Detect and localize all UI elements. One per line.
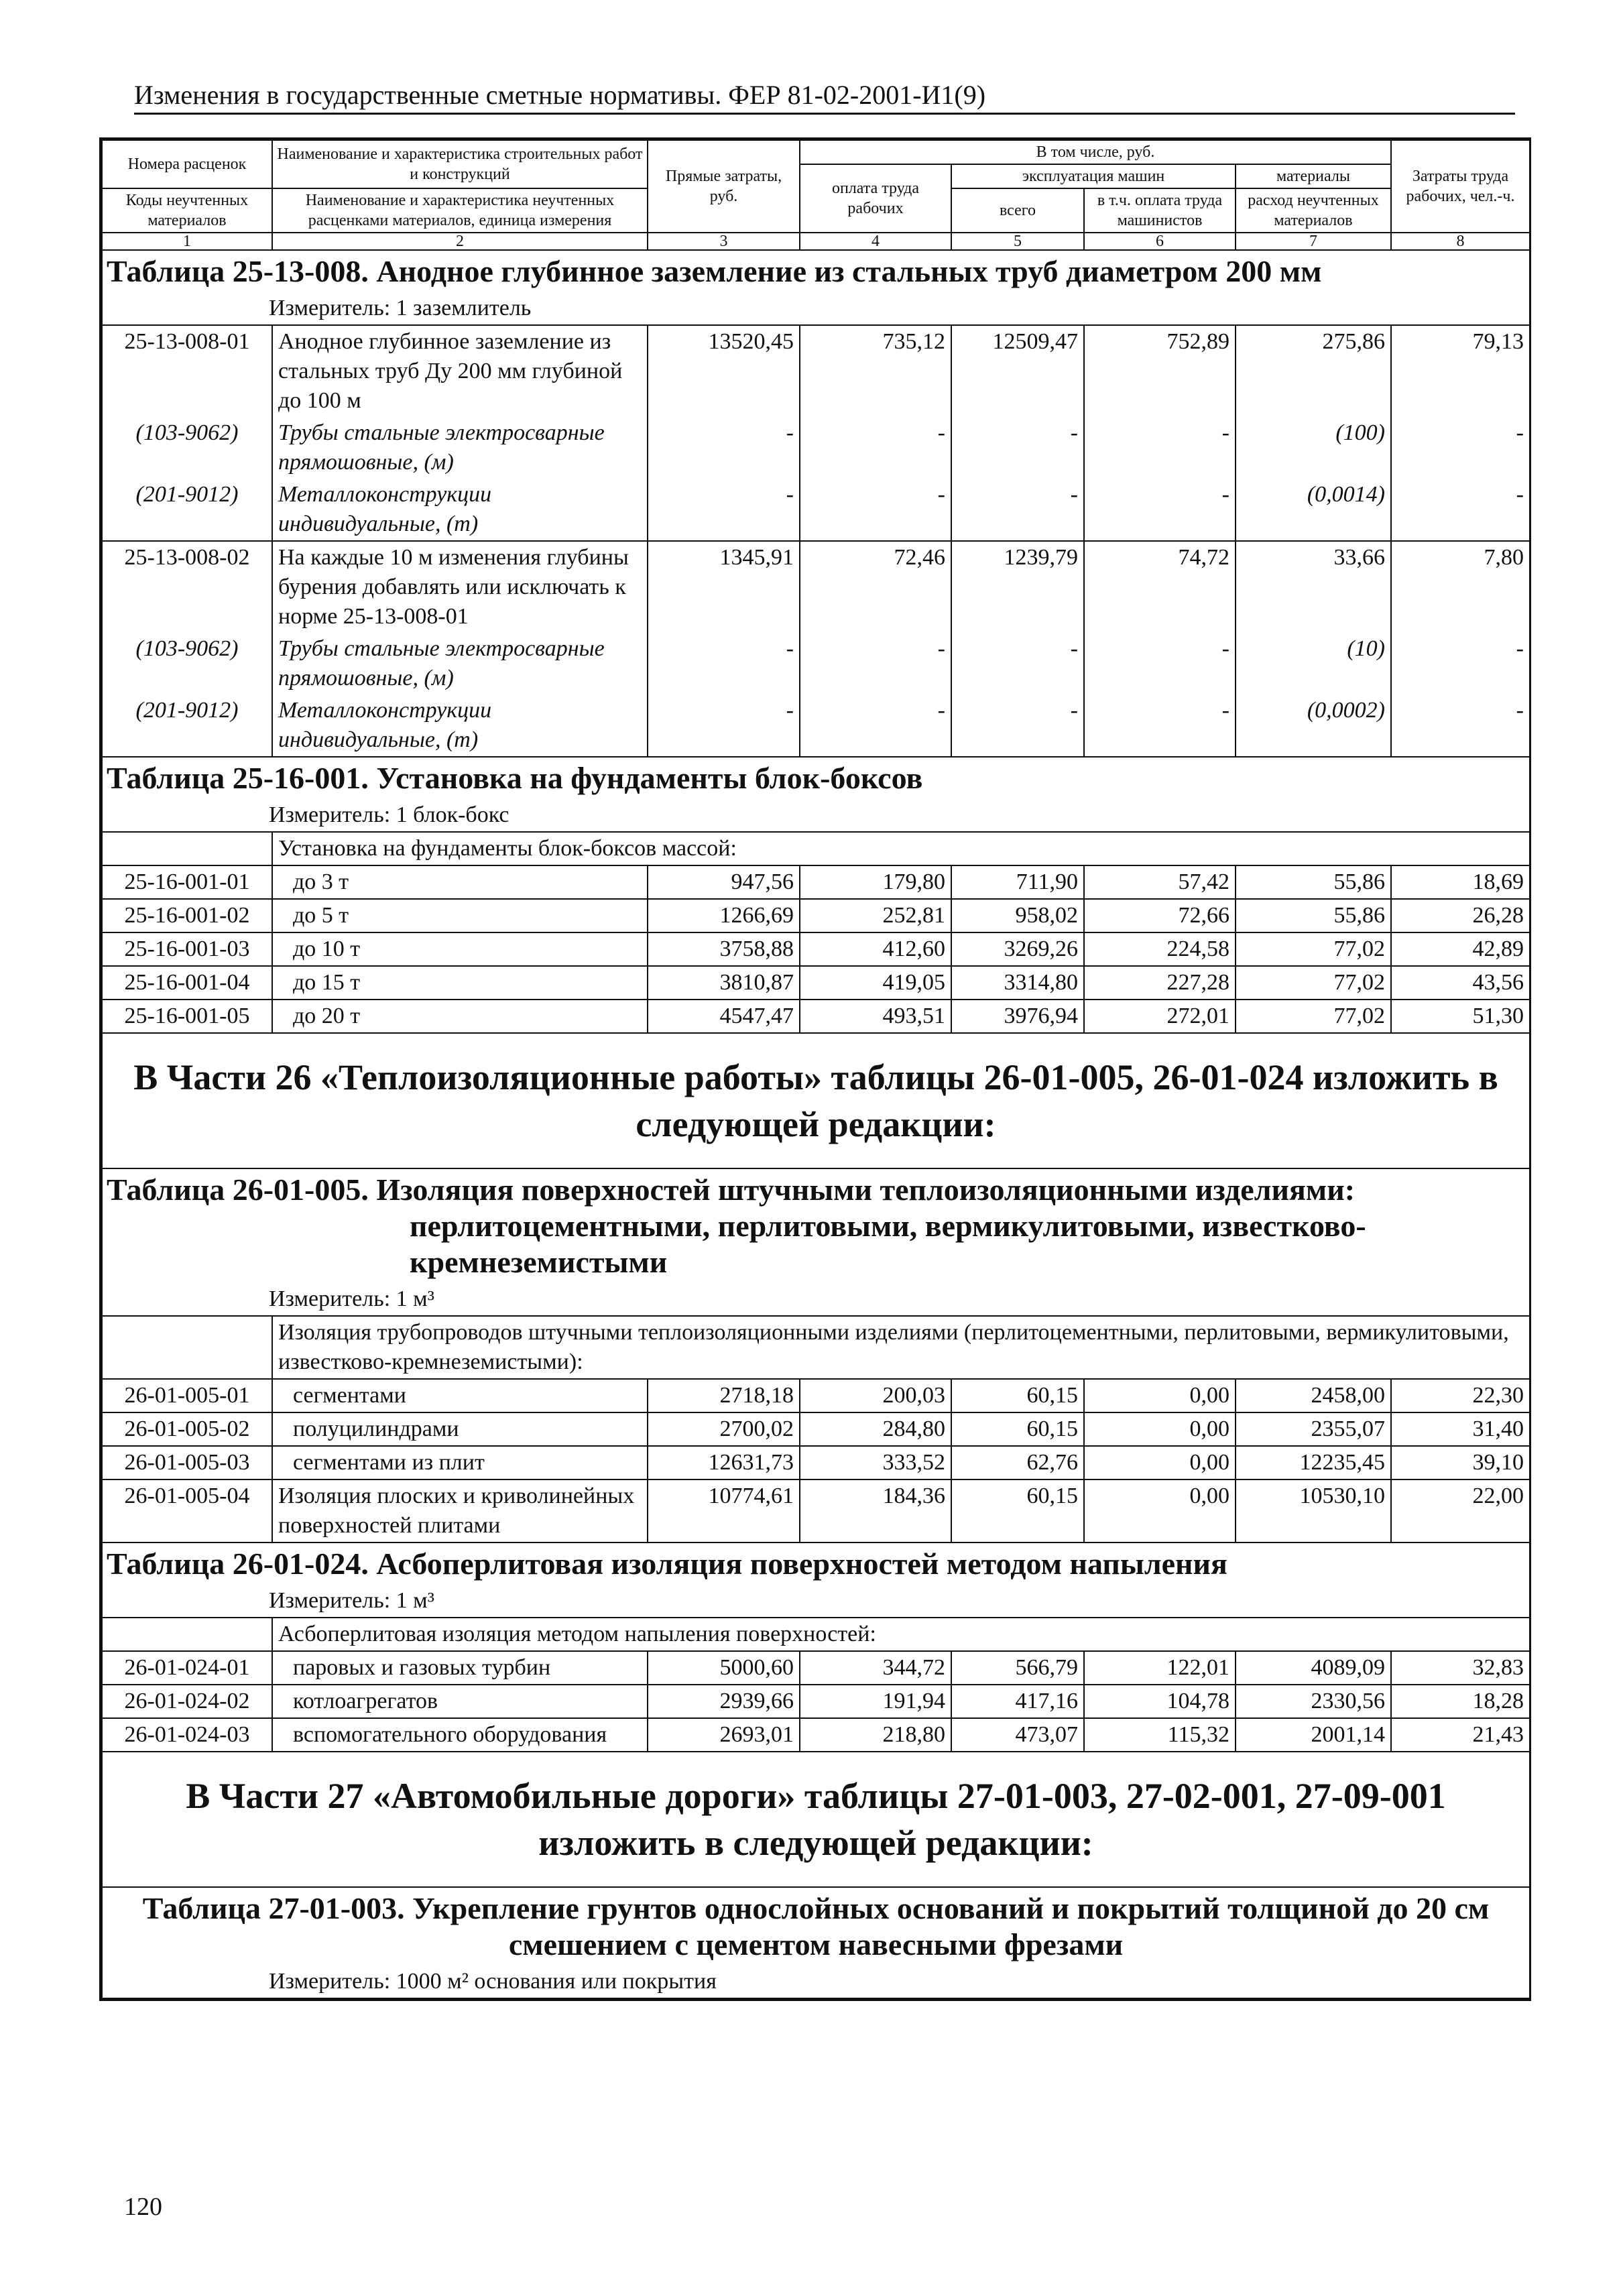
table-row xyxy=(102,899,1530,932)
cell-machinists: 57,42 xyxy=(1084,865,1236,899)
col-num-6: 6 xyxy=(1084,233,1236,250)
cell-pay: 179,80 xyxy=(800,865,951,899)
cell-machinists: 752,89 xyxy=(1084,325,1236,417)
table-row xyxy=(102,1718,1530,1752)
hdr-materials: материалы xyxy=(1236,164,1391,188)
group-caption: Асбоперлитовая изоляция методом напыления поверхностей: xyxy=(272,1618,1530,1651)
col-num-7: 7 xyxy=(1236,233,1391,250)
table-title xyxy=(102,1168,1530,1283)
row-code: 26-01-005-02 xyxy=(102,1412,272,1446)
row-code: 25-16-001-04 xyxy=(102,966,272,1000)
material-row xyxy=(102,417,1530,479)
cell-machinists: 272,01 xyxy=(1084,1000,1236,1033)
cell-pay: 191,94 xyxy=(800,1685,951,1718)
row-name: паровых и газовых турбин xyxy=(272,1651,648,1685)
table-row xyxy=(102,1685,1530,1718)
cell-machines: 60,15 xyxy=(951,1479,1084,1543)
material-name: Металлоконструкции индивидуальные, (т) xyxy=(272,479,648,541)
cell-pay: 184,36 xyxy=(800,1479,951,1543)
cell-direct: 1266,69 xyxy=(648,899,800,932)
row-code: 26-01-024-01 xyxy=(102,1651,272,1685)
cell-materials: 2355,07 xyxy=(1236,1412,1391,1446)
cell-pay: 735,12 xyxy=(800,325,951,417)
cell-machines: 62,76 xyxy=(951,1446,1084,1479)
col-num-5: 5 xyxy=(951,233,1084,250)
cell-labor: - xyxy=(1391,633,1530,694)
cell-pay: 412,60 xyxy=(800,932,951,966)
cell-direct: 947,56 xyxy=(648,865,800,899)
hdr-total: всего xyxy=(951,188,1084,233)
cell-machinists: - xyxy=(1084,633,1236,694)
row-name: Анодное глубинное заземление из стальных труб Ду 200 мм глубиной до 100 м xyxy=(272,325,648,417)
cell-machines: - xyxy=(951,633,1084,694)
cell-materials: 55,86 xyxy=(1236,865,1391,899)
row-name: до 20 т xyxy=(272,1000,648,1033)
hdr-labor: Затраты труда рабочих, чел.-ч. xyxy=(1391,140,1530,233)
material-code: (201-9012) xyxy=(102,479,272,541)
table-title: Таблица 27-01-003. Укрепление грунтов однослойных оснований и покрытий толщиной до 20 см смешением с цементом навесными фрезами xyxy=(102,1887,1530,1966)
cell-labor: - xyxy=(1391,694,1530,757)
row-name: до 15 т xyxy=(272,966,648,1000)
material-row xyxy=(102,694,1530,757)
cell-machines: 12509,47 xyxy=(951,325,1084,417)
cell-direct: 5000,60 xyxy=(648,1651,800,1685)
cell-machinists: 115,32 xyxy=(1084,1718,1236,1752)
hdr-incl-pay: в т.ч. оплата труда машинистов xyxy=(1084,188,1236,233)
cell-materials: 2330,56 xyxy=(1236,1685,1391,1718)
cell-machines: 417,16 xyxy=(951,1685,1084,1718)
cell-machines: 473,07 xyxy=(951,1718,1084,1752)
cell-labor: 22,00 xyxy=(1391,1479,1530,1543)
cell-materials: 55,86 xyxy=(1236,899,1391,932)
cell-pay: - xyxy=(800,633,951,694)
material-name: Трубы стальные электросварные прямошовные, (м) xyxy=(272,633,648,694)
hdr-machines: эксплуатация машин xyxy=(951,164,1236,188)
material-name: Трубы стальные электросварные прямошовные, (м) xyxy=(272,417,648,479)
cell-labor: 32,83 xyxy=(1391,1651,1530,1685)
cell-direct: 1345,91 xyxy=(648,541,800,633)
measure-unit: Измеритель: 1000 м² основания или покрытия xyxy=(102,1966,1530,1998)
cell-machinists: 227,28 xyxy=(1084,966,1236,1000)
material-row xyxy=(102,479,1530,541)
row-code: 25-16-001-05 xyxy=(102,1000,272,1033)
cell-materials: 77,02 xyxy=(1236,1000,1391,1033)
table-row xyxy=(102,932,1530,966)
cell-pay: 344,72 xyxy=(800,1651,951,1685)
cell-labor: 18,69 xyxy=(1391,865,1530,899)
cell-machinists: - xyxy=(1084,479,1236,541)
cell-direct: 2700,02 xyxy=(648,1412,800,1446)
cell-labor: 7,80 xyxy=(1391,541,1530,633)
hdr-including: В том числе, руб. xyxy=(800,140,1391,164)
table-row xyxy=(102,1479,1530,1543)
hdr-name-top: Наименование и характеристика строительных работ и конструкций xyxy=(272,140,648,188)
hdr-codes-bottom: Коды неучтенных материалов xyxy=(102,188,272,233)
table-title: Таблица 26-01-024. Асбоперлитовая изоляция поверхностей методом напыления xyxy=(102,1543,1530,1585)
hdr-codes-top: Номера расценок xyxy=(102,140,272,188)
cell-pay: - xyxy=(800,479,951,541)
cell-direct: 10774,61 xyxy=(648,1479,800,1543)
cell-machinists: 74,72 xyxy=(1084,541,1236,633)
cell-direct: 12631,73 xyxy=(648,1446,800,1479)
col-num-2: 2 xyxy=(272,233,648,250)
cell-machinists: 0,00 xyxy=(1084,1379,1236,1412)
cell-materials: 77,02 xyxy=(1236,966,1391,1000)
row-name: На каждые 10 м изменения глубины бурения добавлять или исключать к норме 25-13-008-01 xyxy=(272,541,648,633)
cell-machines: - xyxy=(951,417,1084,479)
cell-direct: - xyxy=(648,417,800,479)
row-code: 26-01-024-03 xyxy=(102,1718,272,1752)
row-code: 25-13-008-01 xyxy=(102,325,272,417)
cell-labor: - xyxy=(1391,479,1530,541)
cell-materials: 12235,45 xyxy=(1236,1446,1391,1479)
table-title: Таблица 25-13-008. Анодное глубинное заземление из стальных труб диаметром 200 мм xyxy=(102,250,1530,292)
row-name: полуцилиндрами xyxy=(272,1412,648,1446)
cell-machinists: 0,00 xyxy=(1084,1479,1236,1543)
cell-direct: 2939,66 xyxy=(648,1685,800,1718)
table-row xyxy=(102,1651,1530,1685)
row-code: 26-01-005-03 xyxy=(102,1446,272,1479)
row-code: 25-16-001-03 xyxy=(102,932,272,966)
norms-table xyxy=(101,139,1530,1999)
cell-labor: 51,30 xyxy=(1391,1000,1530,1033)
table-title: Таблица 25-16-001. Установка на фундаменты блок-боксов xyxy=(102,757,1530,799)
part26-heading: В Части 26 «Теплоизоляционные работы» таблицы 26-01-005, 26-01-024 изложить в следующей редакции: xyxy=(102,1033,1530,1168)
row-code: 25-16-001-02 xyxy=(102,899,272,932)
cell-machines: 3314,80 xyxy=(951,966,1084,1000)
cell-direct: - xyxy=(648,633,800,694)
row-name: сегментами xyxy=(272,1379,648,1412)
group-caption: Изоляция трубопроводов штучными теплоизоляционными изделиями (перлитоцементными, перлитовыми, вермикулитовыми, известково-кремнеземистыми): xyxy=(272,1316,1530,1379)
cell-machines: 3269,26 xyxy=(951,932,1084,966)
cell-labor: 31,40 xyxy=(1391,1412,1530,1446)
cell-direct: 3810,87 xyxy=(648,966,800,1000)
measure-unit: Измеритель: 1 м³ xyxy=(102,1283,1530,1316)
cell-materials: 4089,09 xyxy=(1236,1651,1391,1685)
cell-materials: 2001,14 xyxy=(1236,1718,1391,1752)
measure-unit: Измеритель: 1 м³ xyxy=(102,1585,1530,1618)
norms-table-frame xyxy=(99,137,1531,2001)
table-row xyxy=(102,541,1530,633)
measure-unit: Измеритель: 1 заземлитель xyxy=(102,292,1530,325)
material-code: (103-9062) xyxy=(102,417,272,479)
hdr-name-bottom: Наименование и характеристика неучтенных расценками материалов, единица измерения xyxy=(272,188,648,233)
table-title-lead: Таблица 26-01-005. xyxy=(107,1172,369,1207)
hdr-pay: оплата труда рабочих xyxy=(800,164,951,233)
hdr-mat-use: расход неучтенных материалов xyxy=(1236,188,1391,233)
row-name: вспомогательного оборудования xyxy=(272,1718,648,1752)
material-code: (201-9012) xyxy=(102,694,272,757)
cell-materials: (100) xyxy=(1236,417,1391,479)
cell-materials: (0,0014) xyxy=(1236,479,1391,541)
cell-materials: (0,0002) xyxy=(1236,694,1391,757)
cell-machinists: 122,01 xyxy=(1084,1651,1236,1685)
part27-heading: В Части 27 «Автомобильные дороги» таблицы 27-01-003, 27-02-001, 27-09-001 изложить в следующей редакции: xyxy=(102,1752,1530,1887)
col-num-3: 3 xyxy=(648,233,800,250)
cell-direct: 4547,47 xyxy=(648,1000,800,1033)
cell-machines: 3976,94 xyxy=(951,1000,1084,1033)
table-row xyxy=(102,1000,1530,1033)
cell-machines: 566,79 xyxy=(951,1651,1084,1685)
col-num-8: 8 xyxy=(1391,233,1530,250)
col-num-1: 1 xyxy=(102,233,272,250)
row-code: 26-01-005-01 xyxy=(102,1379,272,1412)
cell-machinists: 72,66 xyxy=(1084,899,1236,932)
cell-labor: 21,43 xyxy=(1391,1718,1530,1752)
cell-pay: 284,80 xyxy=(800,1412,951,1446)
page-number: 120 xyxy=(124,2193,162,2221)
cell-labor: 26,28 xyxy=(1391,899,1530,932)
cell-machinists: - xyxy=(1084,694,1236,757)
cell-labor: - xyxy=(1391,417,1530,479)
hdr-direct-costs: Прямые затраты, руб. xyxy=(648,140,800,233)
cell-pay: - xyxy=(800,694,951,757)
cell-labor: 79,13 xyxy=(1391,325,1530,417)
cell-direct: 2693,01 xyxy=(648,1718,800,1752)
row-name: Изоляция плоских и криволинейных поверхностей плитами xyxy=(272,1479,648,1543)
cell-pay: 200,03 xyxy=(800,1379,951,1412)
row-code: 26-01-024-02 xyxy=(102,1685,272,1718)
cell-pay: 493,51 xyxy=(800,1000,951,1033)
row-name: до 3 т xyxy=(272,865,648,899)
table-row xyxy=(102,865,1530,899)
cell-machinists: 0,00 xyxy=(1084,1446,1236,1479)
cell-labor: 18,28 xyxy=(1391,1685,1530,1718)
cell-pay: 333,52 xyxy=(800,1446,951,1479)
cell-pay: 218,80 xyxy=(800,1718,951,1752)
cell-materials: 10530,10 xyxy=(1236,1479,1391,1543)
measure-unit: Измеритель: 1 блок-бокс xyxy=(102,799,1530,832)
cell-pay: 252,81 xyxy=(800,899,951,932)
cell-pay: 72,46 xyxy=(800,541,951,633)
cell-machines: - xyxy=(951,694,1084,757)
table-header xyxy=(102,140,1530,250)
row-name: до 10 т xyxy=(272,932,648,966)
cell-machines: 958,02 xyxy=(951,899,1084,932)
cell-pay: - xyxy=(800,417,951,479)
cell-direct: 2718,18 xyxy=(648,1379,800,1412)
table-row xyxy=(102,1446,1530,1479)
header-rule xyxy=(134,113,1515,115)
material-name: Металлоконструкции индивидуальные, (т) xyxy=(272,694,648,757)
row-code: 26-01-005-04 xyxy=(102,1479,272,1543)
cell-direct: 13520,45 xyxy=(648,325,800,417)
cell-direct: - xyxy=(648,479,800,541)
cell-machines: - xyxy=(951,479,1084,541)
table-row xyxy=(102,325,1530,417)
cell-direct: - xyxy=(648,694,800,757)
cell-machinists: - xyxy=(1084,417,1236,479)
cell-machines: 711,90 xyxy=(951,865,1084,899)
row-name: до 5 т xyxy=(272,899,648,932)
cell-labor: 43,56 xyxy=(1391,966,1530,1000)
row-code: 25-16-001-01 xyxy=(102,865,272,899)
cell-materials: 275,86 xyxy=(1236,325,1391,417)
cell-materials: 33,66 xyxy=(1236,541,1391,633)
cell-machines: 1239,79 xyxy=(951,541,1084,633)
cell-machinists: 224,58 xyxy=(1084,932,1236,966)
cell-materials: 77,02 xyxy=(1236,932,1391,966)
cell-machinists: 104,78 xyxy=(1084,1685,1236,1718)
row-name: сегментами из плит xyxy=(272,1446,648,1479)
row-code: 25-13-008-02 xyxy=(102,541,272,633)
table-row xyxy=(102,1412,1530,1446)
page-header: Изменения в государственные сметные нормативы. ФЕР 81-02-2001-И1(9) xyxy=(134,80,986,110)
cell-labor: 22,30 xyxy=(1391,1379,1530,1412)
cell-labor: 39,10 xyxy=(1391,1446,1530,1479)
cell-pay: 419,05 xyxy=(800,966,951,1000)
table-row xyxy=(102,966,1530,1000)
table-row xyxy=(102,1379,1530,1412)
cell-materials: 2458,00 xyxy=(1236,1379,1391,1412)
cell-machines: 60,15 xyxy=(951,1412,1084,1446)
cell-direct: 3758,88 xyxy=(648,932,800,966)
row-name: котлоагрегатов xyxy=(272,1685,648,1718)
group-caption: Установка на фундаменты блок-боксов массой: xyxy=(272,832,1530,865)
material-code: (103-9062) xyxy=(102,633,272,694)
table-title-text: Изоляция поверхностей штучными теплоизоляционными изделиями: перлитоцементными, перлитовыми, вермикулитовыми, известково-кремнеземистыми xyxy=(376,1172,1366,1279)
col-num-4: 4 xyxy=(800,233,951,250)
cell-machinists: 0,00 xyxy=(1084,1412,1236,1446)
cell-machines: 60,15 xyxy=(951,1379,1084,1412)
cell-labor: 42,89 xyxy=(1391,932,1530,966)
cell-materials: (10) xyxy=(1236,633,1391,694)
material-row xyxy=(102,633,1530,694)
